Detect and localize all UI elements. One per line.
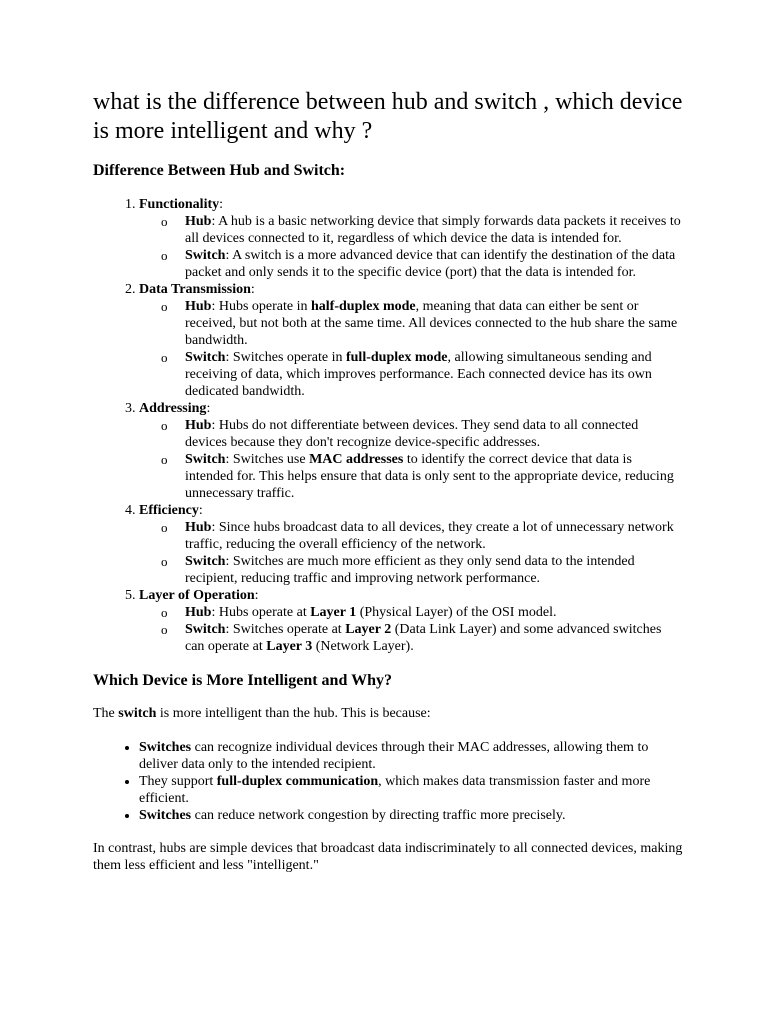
bold-text: half-duplex mode xyxy=(311,299,416,314)
sub-item-switch xyxy=(185,553,683,587)
body-text: : Switches are much more efficient as they only send data to the intended recipient, reducing traffic and improving network performance. xyxy=(185,554,635,586)
device-label: Switch xyxy=(185,622,226,637)
body-text: can recognize individual devices through their MAC addresses, allowing them to deliver data only to the intended recipient. xyxy=(139,740,649,772)
device-label: Hub xyxy=(185,605,212,620)
body-text: : Hubs operate at xyxy=(211,605,311,620)
difference-list xyxy=(93,196,683,655)
sub-item-hub xyxy=(185,213,683,247)
bold-text: Layer 1 xyxy=(310,605,357,620)
bold-text: full-duplex communication xyxy=(216,774,379,789)
device-label: Hub xyxy=(185,214,212,229)
item-label: Layer of Operation xyxy=(139,588,255,603)
item-label: Functionality xyxy=(139,197,220,212)
body-text: : Switches use xyxy=(225,452,310,467)
sub-item-hub xyxy=(185,417,683,451)
sub-item-switch xyxy=(185,349,683,400)
list-item-data-transmission: 2. Data Transmission: o Hub: Hubs operate in half-duplex mode, meaning that data can either be sent or received, but not both at the same time. All devices connected to the hub share the same bandwidth. o Switch: Switches operate in full-duplex mode, allowing simultaneous sending and receiving of data, which improves performance. Each connected device has its own dedicated bandwidth. xyxy=(139,281,683,400)
sub-item-hub xyxy=(185,604,683,621)
body-text: They support xyxy=(139,774,217,789)
bold-text: switch xyxy=(118,706,157,721)
sub-item-switch xyxy=(185,451,683,502)
section-heading-intelligence: Which Device is More Intelligent and Why? xyxy=(93,672,392,689)
item-label: Data Transmission xyxy=(139,282,251,297)
bold-text: Switches xyxy=(139,740,192,755)
sub-item-hub xyxy=(185,519,683,553)
document-page xyxy=(93,88,683,891)
device-label: Hub xyxy=(185,520,212,535)
sub-item-hub xyxy=(185,298,683,349)
bold-text: MAC addresses xyxy=(309,452,404,467)
body-text: : A hub is a basic networking device that simply forwards data packets it receives to all devices connected to it, regardless of which device the data is intended for. xyxy=(185,214,681,246)
body-text: (Data Link Layer) and some advanced switches can operate at xyxy=(185,622,662,654)
list-item-efficiency: 4. Efficiency: o Hub: Since hubs broadcast data to all devices, they create a lot of unnecessary network traffic, reducing the overall efficiency of the network. o Switch: Switches are much more efficient as they only send data to the intended recipient, reducing traffic and improving network performance. xyxy=(139,502,683,587)
body-text: : Since hubs broadcast data to all devices, they create a lot of unnecessary network traffic, reducing the overall efficiency of the network. xyxy=(185,520,674,552)
bold-text: full-duplex mode xyxy=(345,350,448,365)
device-label: Switch xyxy=(185,452,226,467)
list-item-addressing: 3. Addressing: o Hub: Hubs do not differentiate between devices. They send data to all connected devices because they don't recognize device-specific addresses. o Switch: Switches use MAC addresses to identify the correct device that data is intended for. This helps ensure that data is only sent to the appropriate device, reducing unnecessary traffic. xyxy=(139,400,683,502)
sub-list xyxy=(139,604,683,655)
body-text: : Switches operate in xyxy=(225,350,346,365)
body-text: can reduce network congestion by directing traffic more precisely. xyxy=(191,808,566,823)
intro-paragraph xyxy=(93,705,683,722)
list-item-layer-of-operation: 5. Layer of Operation: o Hub: Hubs operate at Layer 1 (Physical Layer) of the OSI model. o Switch: Switches operate at Layer 2 (Data Link Layer) and some advanced switches can operate at Layer 3 (Network Layer). xyxy=(139,587,683,655)
device-label: Switch xyxy=(185,554,226,569)
body-text: , meaning that data can either be sent or received, but not both at the same time. All devices connected to the hub share the same bandwidth. xyxy=(185,299,678,348)
sub-list xyxy=(139,213,683,281)
reasons-list xyxy=(93,739,683,824)
device-label: Hub xyxy=(185,299,212,314)
body-text: : Hubs operate in xyxy=(211,299,311,314)
bold-text: Switches xyxy=(139,808,192,823)
body-text: (Physical Layer) of the OSI model. xyxy=(356,605,557,620)
body-text: : Hubs do not differentiate between devices. They send data to all connected devices because they don't recognize device-specific addresses. xyxy=(185,418,639,450)
sub-list xyxy=(139,298,683,400)
conclusion-paragraph: In contrast, hubs are simple devices that broadcast data indiscriminately to all connected devices, making them less efficient and less "intelligent." xyxy=(93,841,683,873)
body-text: : Switches operate at xyxy=(225,622,346,637)
sub-list xyxy=(139,417,683,502)
device-label: Switch xyxy=(185,248,226,263)
body-text: : A switch is a more advanced device that can identify the destination of the data packet and only sends it to the specific device (port) that the data is intended for. xyxy=(185,248,676,280)
device-label: Switch xyxy=(185,350,226,365)
reason-item xyxy=(139,807,683,824)
page-title: what is the difference between hub and switch , which device is more intelligent and why ? xyxy=(93,89,683,144)
body-text: to identify the correct device that data is intended for. This helps ensure that data is only sent to the appropriate device, reducing unnecessary traffic. xyxy=(185,452,674,501)
item-label: Addressing xyxy=(139,401,207,416)
bold-text: Layer 3 xyxy=(266,639,313,654)
body-text: The xyxy=(93,706,119,721)
device-label: Hub xyxy=(185,418,212,433)
section-heading-difference: Difference Between Hub and Switch: xyxy=(93,162,346,179)
body-text: (Network Layer). xyxy=(312,639,414,654)
body-text: , allowing simultaneous sending and receiving of data, which improves performance. Each connected device has its own dedicated bandwidth. xyxy=(185,350,652,399)
list-item-functionality: 1. Functionality: o Hub: A hub is a basic networking device that simply forwards data packets it receives to all devices connected to it, regardless of which device the data is intended for. o Switch: A switch is a more advanced device that can identify the destination of the data packet and only sends it to the specific device (port) that the data is intended for. xyxy=(139,196,683,281)
bold-text: Layer 2 xyxy=(345,622,392,637)
sub-item-switch xyxy=(185,247,683,281)
body-text: , which makes data transmission faster and more efficient. xyxy=(139,774,651,806)
reason-item xyxy=(139,773,683,807)
body-text: is more intelligent than the hub. This is because: xyxy=(156,706,431,721)
sub-item-switch xyxy=(185,621,683,655)
reason-item xyxy=(139,739,683,773)
sub-list xyxy=(139,519,683,587)
item-label: Efficiency xyxy=(139,503,199,518)
